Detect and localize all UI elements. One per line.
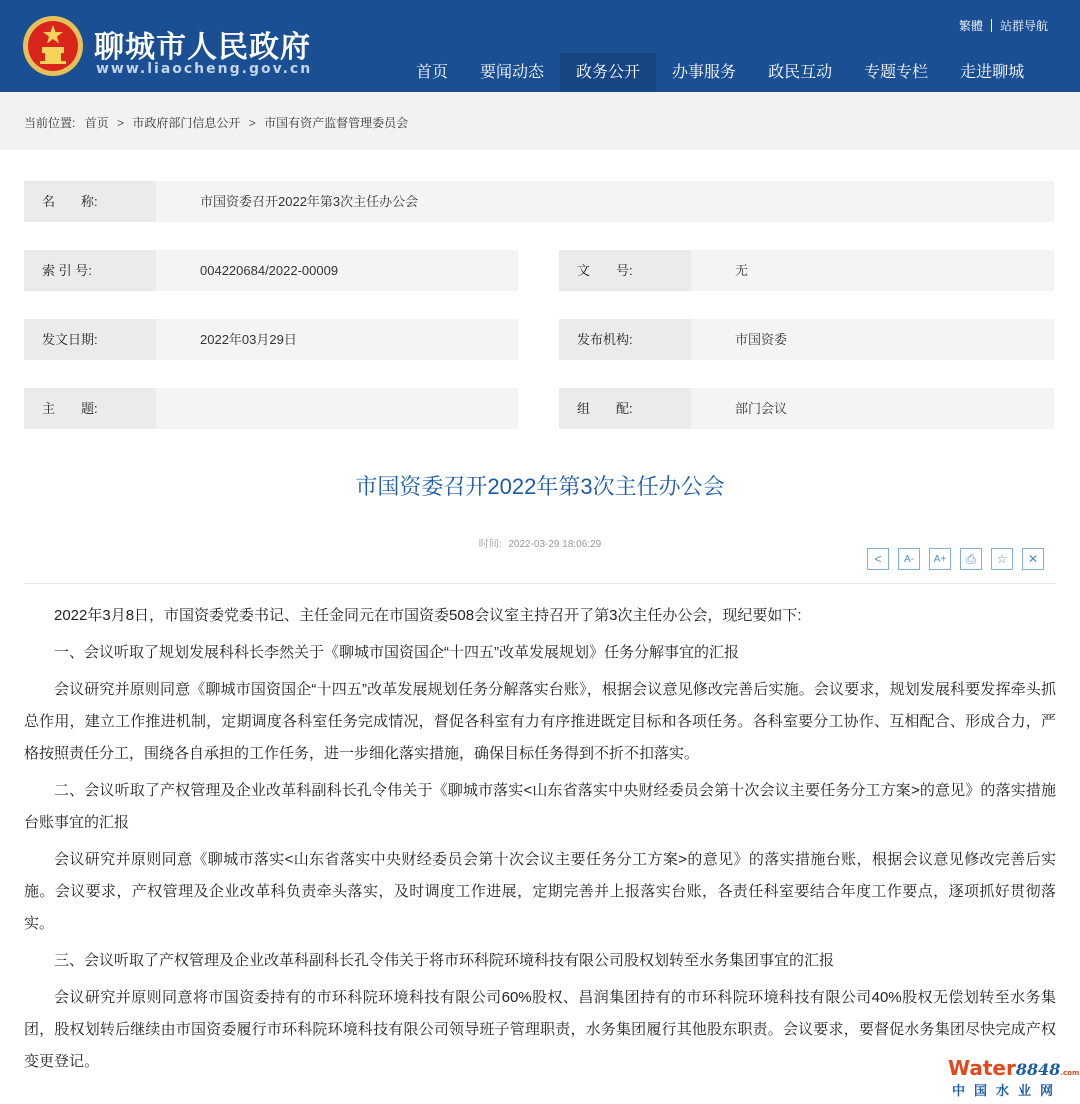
paragraph: 三、会议听取了产权管理及企业改革科副科长孔令伟关于将市环科院环境科技有限公司股权划转至水务集团事宜的汇报 bbox=[54, 952, 835, 969]
site-group-nav-link[interactable]: 站群导航 bbox=[999, 19, 1048, 33]
breadcrumb-item-department-info[interactable]: 市政府部门信息公开 bbox=[132, 116, 241, 130]
article-toolbar bbox=[867, 548, 1044, 570]
info-value-name: 市国资委召开2022年第3次主任办公会 bbox=[200, 194, 419, 209]
info-value-doc-no: 无 bbox=[735, 263, 749, 278]
nav-item-services[interactable]: 办事服务 bbox=[672, 64, 737, 81]
nav-item-government-affairs[interactable]: 政务公开 bbox=[560, 53, 656, 92]
info-row-date bbox=[24, 319, 518, 360]
breadcrumb-item-home[interactable]: 首页 bbox=[84, 116, 109, 130]
publish-time-label: 时间: bbox=[478, 539, 502, 550]
info-row-topic bbox=[24, 388, 518, 429]
info-label-topic: 主 题: bbox=[24, 388, 156, 429]
font-decrease-icon[interactable]: A- bbox=[898, 548, 920, 570]
info-value-index: 004220684/2022-00009 bbox=[200, 263, 339, 278]
nav-item-interaction[interactable]: 政民互动 bbox=[768, 64, 833, 81]
site-name[interactable]: 聊城市人民政府 bbox=[94, 30, 311, 65]
publish-time-value: 2022-03-29 18:06:29 bbox=[508, 539, 602, 550]
font-increase-icon[interactable]: A+ bbox=[929, 548, 951, 570]
print-icon[interactable]: ⎙ bbox=[960, 548, 982, 570]
info-value-category: 部门会议 bbox=[735, 401, 788, 416]
top-links bbox=[959, 17, 1048, 34]
nav-item-about-city[interactable]: 走进聊城 bbox=[960, 64, 1025, 81]
top-links-divider bbox=[991, 19, 992, 32]
breadcrumb-prefix: 当前位置: bbox=[24, 116, 76, 130]
traditional-chinese-link[interactable]: 繁體 bbox=[958, 19, 983, 33]
paragraph: 会议研究并原则同意《聊城市国资国企“十四五”改革发展规划任务分解落实台账》，根据会议意见修改完善后实施。会议要求，规划发展科要发挥牵头抓总作用，建立工作推进机制，定期调度各科室任务完成情况，督促各科室有力有序推进既定目标和各项任务。各科室要分工协作、互相配合、形成合力，严格按照责任分工，围绕各自承担的工作任务，进一步细化落实措施，确保目标任务得到不折不扣落实。 bbox=[24, 681, 1056, 762]
info-row-category bbox=[559, 388, 1054, 429]
paragraph: 2022年3月8日，市国资委党委书记、主任金同元在市国资委508会议室主持召开了第3次主任办公会，现纪要如下: bbox=[54, 607, 802, 624]
breadcrumb-separator: > bbox=[248, 116, 256, 130]
info-label-publisher: 发布机构: bbox=[559, 319, 691, 360]
info-row-name bbox=[24, 181, 1054, 222]
nav-item-special-topics[interactable]: 专题专栏 bbox=[864, 64, 929, 81]
share-icon[interactable]: < bbox=[867, 548, 889, 570]
watermark-brand: Water8848.com bbox=[948, 1056, 1080, 1080]
breadcrumb-bar bbox=[0, 92, 1080, 150]
info-value-date: 2022年03月29日 bbox=[200, 332, 297, 347]
paragraph: 会议研究并原则同意《聊城市落实<山东省落实中央财经委员会第十次会议主要任务分工方案>的意见》的落实措施台账，根据会议意见修改完善后实施。会议要求，产权管理及企业改革科负责牵头落实，及时调度工作进展，定期完善并上报落实台账，各责任科室要结合年度工作要点，逐项抓好贯彻落实。 bbox=[24, 851, 1056, 932]
article-divider bbox=[24, 583, 1056, 584]
info-label-date: 发文日期: bbox=[24, 319, 156, 360]
paragraph: 二、会议听取了产权管理及企业改革科副科长孔令伟关于《聊城市落实<山东省落实中央财经委员会第十次会议主要任务分工方案>的意见》的落实措施台账事宜的汇报 bbox=[24, 782, 1056, 831]
paragraph: 一、会议听取了规划发展科科长李然关于《聊城市国资国企“十四五”改革发展规划》任务分解事宜的汇报 bbox=[54, 644, 739, 661]
star-icon[interactable]: ☆ bbox=[991, 548, 1013, 570]
info-label-name: 名 称: bbox=[24, 181, 156, 222]
nav-item-news[interactable]: 要闻动态 bbox=[480, 64, 545, 81]
watermark-cn: 中国水业网 bbox=[951, 1084, 1062, 1099]
info-label-doc-no: 文 号: bbox=[559, 250, 691, 291]
watermark-logo bbox=[948, 1056, 1080, 1101]
site-url: www.liaocheng.gov.cn bbox=[96, 61, 313, 77]
info-value-publisher: 市国资委 bbox=[735, 332, 788, 347]
info-label-index: 索 引 号: bbox=[24, 250, 156, 291]
breadcrumb-item-sasac[interactable]: 市国有资产监督管理委员会 bbox=[264, 116, 409, 130]
main-nav bbox=[400, 53, 1040, 92]
paragraph: 会议研究并原则同意将市国资委持有的市环科院环境科技有限公司60%股权、昌润集团持有的市环科院环境科技有限公司40%股权无偿划转至水务集团，股权划转后继续由市国资委履行市环科院环境科技有限公司领导班子管理职责，水务集团履行其他股东职责。会议要求，要督促水务集团尽快完成产权变更登记。 bbox=[24, 989, 1056, 1070]
national-emblem-icon[interactable] bbox=[22, 15, 84, 77]
article-title: 市国资委召开2022年第3次主任办公会 bbox=[355, 474, 725, 499]
info-row-index bbox=[24, 250, 518, 291]
breadcrumb-separator: > bbox=[117, 116, 125, 130]
article-body bbox=[24, 600, 1056, 1083]
close-icon[interactable]: ✕ bbox=[1022, 548, 1044, 570]
info-row-doc-no bbox=[559, 250, 1054, 291]
site-header bbox=[0, 0, 1080, 92]
info-row-publisher bbox=[559, 319, 1054, 360]
breadcrumb bbox=[24, 114, 408, 131]
nav-item-home[interactable]: 首页 bbox=[416, 64, 449, 81]
info-label-category: 组 配: bbox=[559, 388, 691, 429]
